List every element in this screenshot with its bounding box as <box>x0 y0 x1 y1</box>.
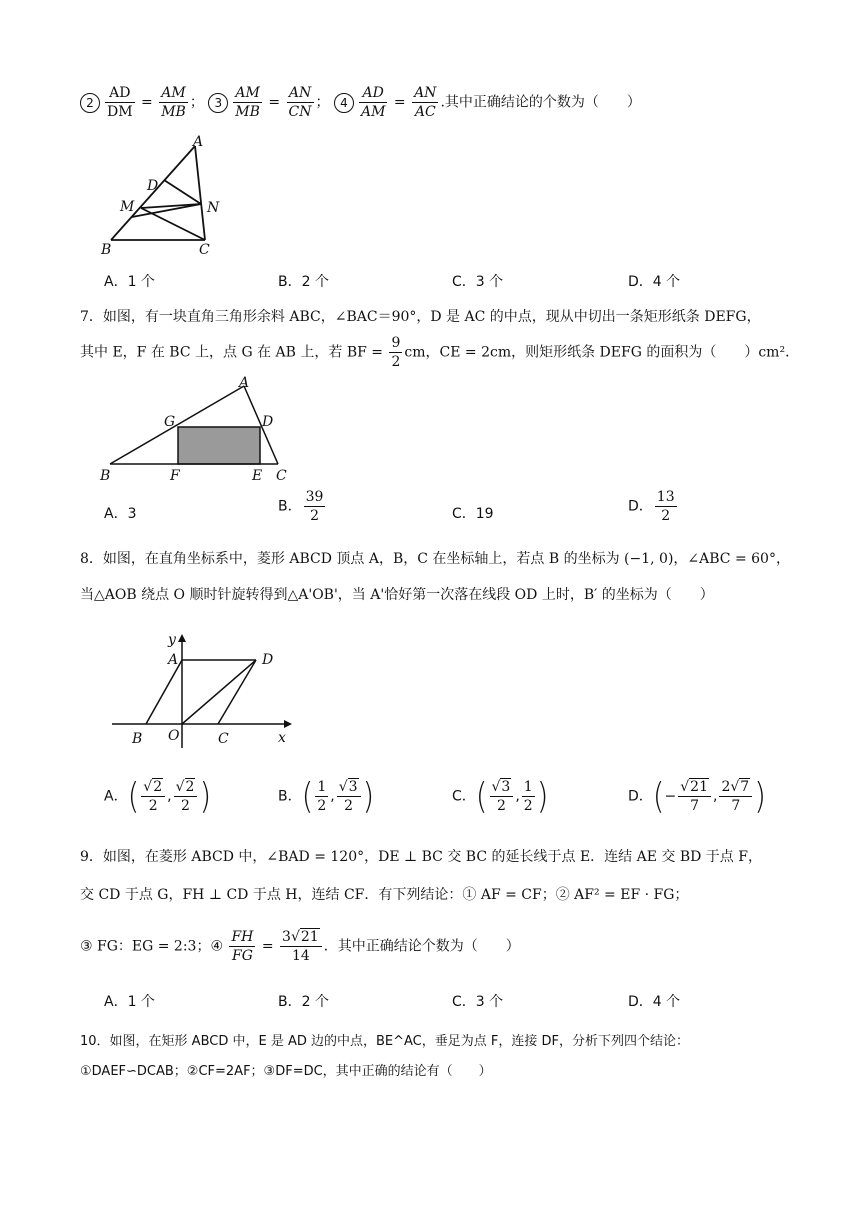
label-E: E <box>252 468 263 484</box>
q7-option-a[interactable]: A．3 <box>104 506 137 522</box>
q6-option-a[interactable]: A．1 个 <box>104 274 155 290</box>
fraction: $\frac{AM}{MB}$ <box>235 85 260 120</box>
label-A: A <box>168 652 179 668</box>
q6-option-c[interactable]: C．3 个 <box>452 274 504 290</box>
label-C: C <box>218 731 229 747</box>
q9-line-1: 9．如图，在菱形 ABCD 中，∠BAD = 120°，DE ⊥ BC 交 BC 的延长线于点 E．连结 AE 交 BD 于点 F， <box>80 849 762 865</box>
q8-figure <box>106 630 306 755</box>
q8-option-b[interactable]: B．( $\frac{1}{2}$ , $\frac{√3}{2}$ ) <box>278 774 375 817</box>
q8-line-1: 8．如图，在直角坐标系中，菱形 ABCD 顶点 A，B，C 在坐标轴上，若点 B 的坐标为 (−1, 0)，∠ABC = 60°， <box>80 551 790 567</box>
q10-line-1: 10．如图，在矩形 ABCD 中，E 是 AD 边的中点，BE^AC，垂足为点 F，连接 DF，分析下列四个结论： <box>80 1034 689 1049</box>
q9-option-a[interactable]: A．1 个 <box>104 994 155 1010</box>
q6-option-d[interactable]: D．4 个 <box>628 274 681 290</box>
circled-2: 2 <box>80 93 100 113</box>
q9-option-b[interactable]: B．2 个 <box>278 994 329 1010</box>
label-C: C <box>276 468 287 484</box>
label-B: B <box>100 468 111 484</box>
q6-statements: 2 $\frac{AD}{DM}$ = $\frac{AM}{MB}$ ； 3 $\frac{AM}{MB}$ = $\frac{AN}{CN}$ ； 4 $\frac{AD}{AM}$ = $\frac{AN}{AC}$ .其中正确结论的个数为（ ） <box>80 84 641 121</box>
q9-line-3: ③ FG：EG = 2:3；④ $\frac{FH}{FG}$ = $\frac{3√21}{14}$ ．其中正确结论个数为（ ） <box>80 929 520 964</box>
label-D: D <box>147 178 159 194</box>
q9-line-2: 交 CD 于点 G，FH ⊥ CD 于点 H，连结 CF．有下列结论：① AF = CF；② AF² = EF · FG； <box>80 887 689 903</box>
fraction: $\frac{AD}{DM}$ <box>107 85 133 120</box>
label-A: A <box>193 134 204 150</box>
q7-figure <box>96 372 306 487</box>
q8-option-c[interactable]: C．( $\frac{√3}{2}$ , $\frac{1}{2}$ ) <box>452 774 549 817</box>
q9-option-d[interactable]: D．4 个 <box>628 994 681 1010</box>
fraction: $\frac{AD}{AM}$ <box>360 85 386 120</box>
q6-figure <box>95 132 245 260</box>
fraction: $\frac{9}{2}$ <box>391 335 401 370</box>
label-B: B <box>132 731 143 747</box>
fraction: $\frac{AN}{AC}$ <box>414 85 437 120</box>
q9-option-c[interactable]: C．3 个 <box>452 994 504 1010</box>
q7-line-2: 其中 E，F 在 BC 上，点 G 在 AB 上，若 BF = $\frac{9}{2}$ cm，CE = 2cm，则矩形纸条 DEFG 的面积为（ ）cm²． <box>80 335 800 370</box>
q10-line-2: ①DAEF∽DCAB；②CF=2AF；③DF=DC，其中正确的结论有（ ） <box>80 1064 492 1079</box>
q7-line-1: 7．如图，有一块直角三角形余料 ABC，∠BAC＝90°，D 是 AC 的中点，现从中切出一条矩形纸条 DEFG， <box>80 309 761 325</box>
q8-option-d[interactable]: D．(− $\frac{√21}{7}$ , $\frac{2√7}{7}$ ) <box>628 774 766 817</box>
label-x: x <box>278 730 286 746</box>
q6-tail: .其中正确结论的个数为（ ） <box>440 94 641 111</box>
label-O: O <box>168 728 180 744</box>
q8-line-2: 当△AOB 绕点 O 顺时针旋转得到△A'OB'，当 A'恰好第一次落在线段 OD 上时，B′ 的坐标为（ ） <box>80 587 714 603</box>
q6-option-b[interactable]: B．2 个 <box>278 274 329 290</box>
fraction: $\frac{AM}{MB}$ <box>161 85 186 120</box>
label-F: F <box>170 468 180 484</box>
label-A: A <box>239 375 250 391</box>
fraction: $\frac{AN}{CN}$ <box>288 85 312 120</box>
q8-option-a[interactable]: A．( $\frac{√2}{2}$ , $\frac{√2}{2}$ ) <box>104 774 212 817</box>
label-D: D <box>262 414 274 430</box>
q7-option-c[interactable]: C．19 <box>452 506 494 522</box>
q7-option-d[interactable]: D． $\frac{13}{2}$ <box>628 489 675 524</box>
label-y: y <box>168 632 176 648</box>
label-C: C <box>199 242 210 258</box>
label-N: N <box>207 200 220 216</box>
label-D: D <box>262 652 274 668</box>
circled-3: 3 <box>208 93 228 113</box>
label-B: B <box>101 242 112 258</box>
label-M: M <box>120 199 135 215</box>
label-G: G <box>164 414 176 430</box>
q7-option-b[interactable]: B． $\frac{39}{2}$ <box>278 489 324 524</box>
circled-4: 4 <box>334 93 354 113</box>
